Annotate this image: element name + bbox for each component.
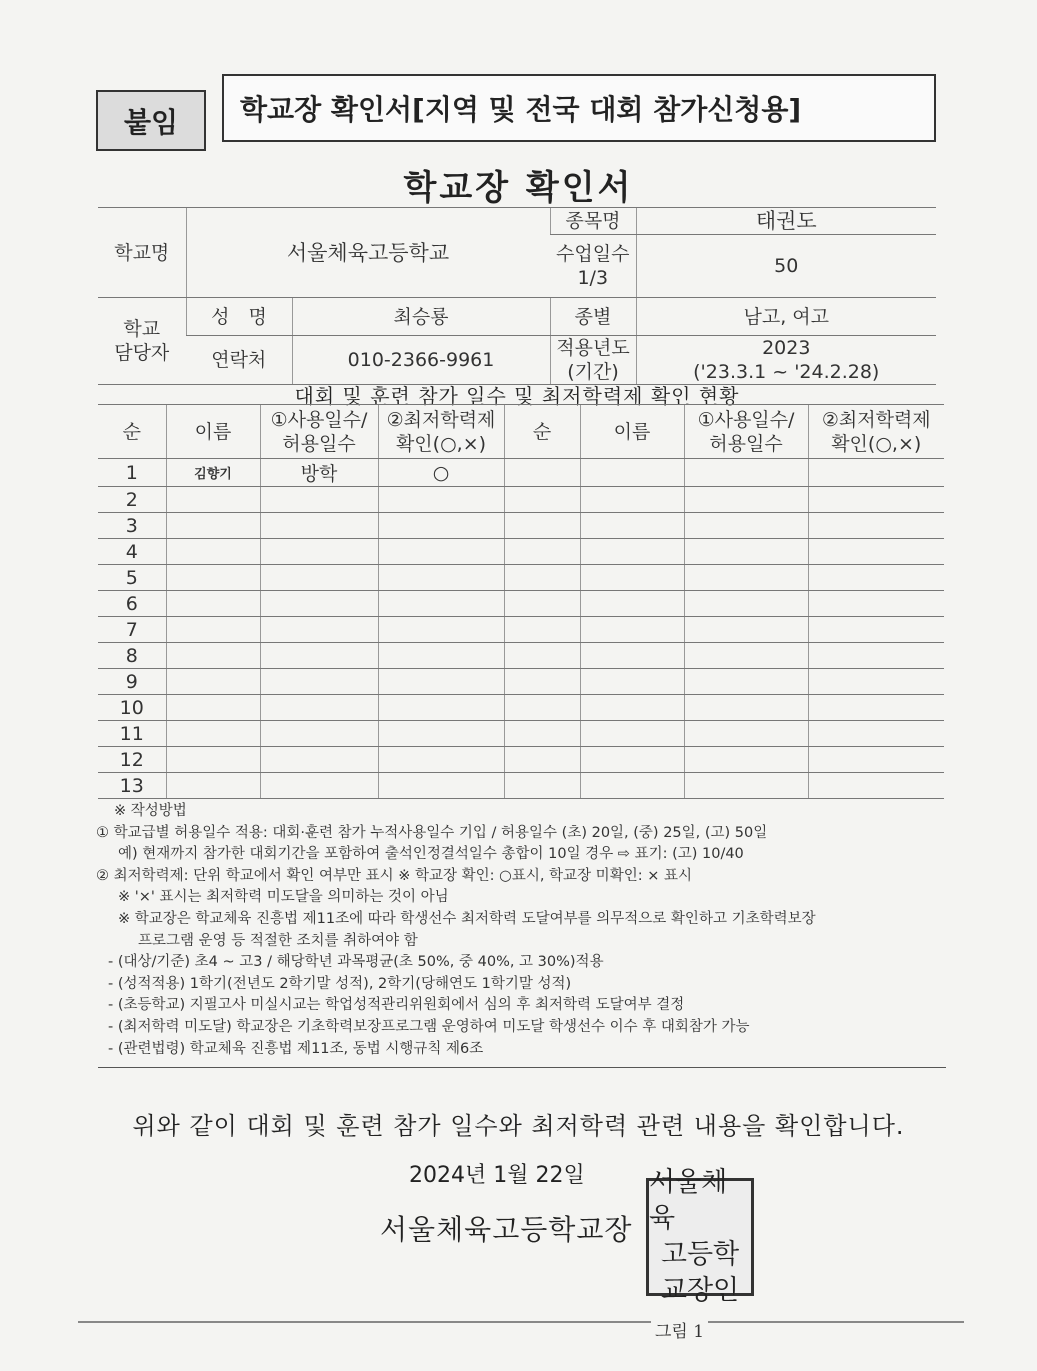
right-min xyxy=(808,459,944,487)
principal-title: 서울체육고등학교장 xyxy=(380,1213,633,1246)
attachment-tag: 붙임 xyxy=(96,90,206,151)
right-days xyxy=(684,487,808,513)
class-days-label xyxy=(550,235,636,298)
guide-target: - (대상/기준) 초4 ~ 고3 / 해당학년 과목평균(초 50%, 중 40%, 고 30%)적용 xyxy=(108,954,604,971)
days-used xyxy=(260,773,378,799)
student-name xyxy=(166,643,260,669)
right-days xyxy=(684,747,808,773)
table-row xyxy=(98,565,944,591)
min-academic-check xyxy=(378,643,504,669)
header-name-right: 이름 xyxy=(580,405,684,459)
table-row xyxy=(98,617,944,643)
right-days xyxy=(684,591,808,617)
header-days-right xyxy=(684,405,808,459)
min-academic-check: ○ xyxy=(378,459,504,487)
manager-name-value: 최승룡 xyxy=(292,298,550,336)
main-title: 학교장 확인서 xyxy=(403,168,634,208)
right-no xyxy=(504,565,580,591)
header-no-right: 순 xyxy=(504,405,580,459)
row-number: 10 xyxy=(98,695,166,721)
table-row xyxy=(98,747,944,773)
seal-line-1: 서울체육 xyxy=(649,1167,728,1234)
days-used xyxy=(260,591,378,617)
official-seal-stamp xyxy=(646,1167,754,1306)
header-min-left xyxy=(378,405,504,459)
header-no-left: 순 xyxy=(98,405,166,459)
row-number: 5 xyxy=(98,565,166,591)
guide-below-minimum: - (최저학력 미도달) 학교장은 기초학력보장프로그램 운영하여 미도달 학생선수 이수 후 대회참가 가능 xyxy=(108,1018,750,1035)
min-academic-check xyxy=(378,669,504,695)
header-min-right-line2: 확인(○,×) xyxy=(831,432,922,455)
guide-item-1-example: 예) 현재까지 참가한 대회기간을 포함하여 출석인정결석일수 총합이 10일 경우 ⇨ 표기: (고) 10/40 xyxy=(118,846,744,863)
right-min xyxy=(808,617,944,643)
right-name xyxy=(580,513,684,539)
right-min xyxy=(808,539,944,565)
right-no xyxy=(504,695,580,721)
right-min xyxy=(808,747,944,773)
row-number: 8 xyxy=(98,643,166,669)
right-days xyxy=(684,695,808,721)
student-name xyxy=(166,617,260,643)
manager-label-line2: 담당자 xyxy=(114,342,170,364)
guide-note-principal-cont: 프로그램 운영 등 적절한 조치를 취하여야 함 xyxy=(138,932,418,949)
right-min xyxy=(808,721,944,747)
days-used xyxy=(260,747,378,773)
student-name xyxy=(166,721,260,747)
student-name xyxy=(166,513,260,539)
header-days-left xyxy=(260,405,378,459)
apply-year-value-line2: ('23.3.1 ~ '24.2.28) xyxy=(693,361,880,383)
days-used xyxy=(260,487,378,513)
right-name xyxy=(580,487,684,513)
guide-item-2: ② 최저학력제: 단위 학교에서 확인 여부만 표시 ※ 학교장 확인: ○표시, 학교장 미확인: × 표시 xyxy=(96,867,692,884)
student-name xyxy=(166,773,260,799)
min-academic-check xyxy=(378,565,504,591)
right-days xyxy=(684,565,808,591)
min-academic-check xyxy=(378,513,504,539)
min-academic-check xyxy=(378,487,504,513)
min-academic-check xyxy=(378,539,504,565)
table-row xyxy=(98,643,944,669)
row-number: 9 xyxy=(98,669,166,695)
row-number: 13 xyxy=(98,773,166,799)
guide-note-principal: ※ 학교장은 학교체육 진흥법 제11조에 따라 학생선수 최저학력 도달여부를 의무적으로 확인하고 기초학력보장 xyxy=(118,910,816,927)
right-no xyxy=(504,643,580,669)
guide-note-x: ※ '×' 표시는 최저학력 미도달을 의미하는 것이 아님 xyxy=(118,889,449,906)
student-name xyxy=(166,591,260,617)
row-number: 12 xyxy=(98,747,166,773)
event-label: 종목명 xyxy=(550,208,636,235)
header-days-left-line2: 허용일수 xyxy=(282,432,356,455)
table-row xyxy=(98,773,944,799)
min-academic-check xyxy=(378,591,504,617)
right-name xyxy=(580,721,684,747)
days-used xyxy=(260,565,378,591)
right-name xyxy=(580,695,684,721)
student-name xyxy=(166,487,260,513)
event-value: 태권도 xyxy=(636,208,936,235)
right-name xyxy=(580,669,684,695)
document-header-title: 학교장 확인서[지역 및 전국 대회 참가신청용] xyxy=(222,74,936,142)
contact-label: 연락처 xyxy=(186,336,292,385)
right-no xyxy=(504,617,580,643)
header-min-left-line2: 확인(○,×) xyxy=(395,432,487,455)
table-header-row xyxy=(98,405,944,459)
right-min xyxy=(808,565,944,591)
table-row xyxy=(98,487,944,513)
header-min-right xyxy=(808,405,944,459)
writing-guide xyxy=(96,801,956,1060)
right-no xyxy=(504,669,580,695)
right-no xyxy=(504,487,580,513)
min-academic-check xyxy=(378,617,504,643)
issue-date: 2024년 1월 22일 xyxy=(409,1163,585,1188)
right-days xyxy=(684,617,808,643)
right-name xyxy=(580,773,684,799)
student-name xyxy=(166,695,260,721)
days-used: 방학 xyxy=(260,459,378,487)
row-number: 2 xyxy=(98,487,166,513)
category-value: 남고, 여고 xyxy=(636,298,936,336)
right-days xyxy=(684,643,808,669)
divider xyxy=(98,1067,946,1068)
apply-year-label-line1: 적용년도 xyxy=(556,337,630,359)
apply-year-value xyxy=(636,336,936,385)
right-no xyxy=(504,513,580,539)
student-name xyxy=(166,747,260,773)
right-min xyxy=(808,669,944,695)
apply-year-value-line1: 2023 xyxy=(762,337,811,359)
days-used xyxy=(260,539,378,565)
right-days xyxy=(684,721,808,747)
bottom-divider xyxy=(78,1321,964,1323)
table-row xyxy=(98,695,944,721)
days-used xyxy=(260,695,378,721)
right-name xyxy=(580,459,684,487)
right-days xyxy=(684,513,808,539)
header-days-right-line1: ①사용일수/ xyxy=(697,408,795,431)
right-name xyxy=(580,617,684,643)
manager-label-line1: 학교 xyxy=(123,318,161,340)
right-name xyxy=(580,565,684,591)
right-name xyxy=(580,643,684,669)
right-min xyxy=(808,591,944,617)
row-number: 1 xyxy=(98,459,166,487)
right-days xyxy=(684,539,808,565)
seal-line-3: 교장인 xyxy=(660,1275,740,1306)
right-days xyxy=(684,459,808,487)
right-no xyxy=(504,591,580,617)
row-number: 11 xyxy=(98,721,166,747)
apply-year-label-line2: (기간) xyxy=(567,361,619,383)
row-number: 3 xyxy=(98,513,166,539)
table-row xyxy=(98,669,944,695)
right-no xyxy=(504,773,580,799)
right-no xyxy=(504,747,580,773)
days-used xyxy=(260,669,378,695)
header-name-left: 이름 xyxy=(166,405,260,459)
right-min xyxy=(808,695,944,721)
class-days-value: 50 xyxy=(636,235,936,298)
student-name xyxy=(166,565,260,591)
seal-line-2: 고등학 xyxy=(660,1239,740,1270)
right-no xyxy=(504,539,580,565)
right-days xyxy=(684,773,808,799)
right-no xyxy=(504,459,580,487)
table-row xyxy=(98,459,944,487)
days-used xyxy=(260,617,378,643)
right-name xyxy=(580,747,684,773)
guide-heading: ※ 작성방법 xyxy=(114,803,187,819)
guide-grades: - (성적적용) 1학기(전년도 2학기말 성적), 2학기(당해연도 1학기말 성적) xyxy=(108,975,572,992)
row-number: 4 xyxy=(98,539,166,565)
right-name xyxy=(580,591,684,617)
min-academic-check xyxy=(378,773,504,799)
days-used xyxy=(260,513,378,539)
row-number: 7 xyxy=(98,617,166,643)
participation-table xyxy=(98,404,944,799)
manager-name-label: 성 명 xyxy=(186,298,292,336)
right-no xyxy=(504,721,580,747)
header-min-right-line1: ②최저학력제 xyxy=(821,408,931,431)
right-min xyxy=(808,513,944,539)
figure-label: 그림 1 xyxy=(651,1317,708,1342)
manager-label xyxy=(98,298,186,385)
contact-value: 010-2366-9961 xyxy=(292,336,550,385)
school-name-value: 서울체육고등학교 xyxy=(186,208,550,298)
header-days-left-line1: ①사용일수/ xyxy=(270,408,368,431)
class-days-label-line1: 수업일수 xyxy=(556,243,630,265)
right-min xyxy=(808,643,944,669)
student-name: 김향기 xyxy=(166,459,260,487)
min-academic-check xyxy=(378,721,504,747)
status-title: 대회 및 훈련 참가 일수 및 최저학력제 확인 현황 xyxy=(294,384,740,408)
guide-item-1: ① 학교급별 허용일수 적용: 대회·훈련 참가 누적사용일수 기입 / 허용일수 (초) 20일, (중) 25일, (고) 50일 xyxy=(96,824,768,841)
guide-elementary: - (초등학교) 지필고사 미실시교는 학업성적관리위원회에서 심의 후 최저학력 도달여부 결정 xyxy=(108,997,685,1014)
student-name xyxy=(166,669,260,695)
guide-laws: - (관련법령) 학교체육 진흥법 제11조, 동법 시행규칙 제6조 xyxy=(108,1040,484,1057)
min-academic-check xyxy=(378,695,504,721)
confirmation-statement: 위와 같이 대회 및 훈련 참가 일수와 최저학력 관련 내용을 확인합니다. xyxy=(132,1112,905,1140)
header-min-left-line1: ②최저학력제 xyxy=(386,408,496,431)
days-used xyxy=(260,721,378,747)
table-row xyxy=(98,721,944,747)
right-days xyxy=(684,669,808,695)
student-name xyxy=(166,539,260,565)
table-row xyxy=(98,513,944,539)
right-min xyxy=(808,487,944,513)
days-used xyxy=(260,643,378,669)
right-name xyxy=(580,539,684,565)
row-number: 6 xyxy=(98,591,166,617)
table-row xyxy=(98,539,944,565)
school-info-table xyxy=(98,207,936,385)
school-name-label: 학교명 xyxy=(98,208,186,298)
category-label: 종별 xyxy=(550,298,636,336)
right-min xyxy=(808,773,944,799)
class-days-label-line2: 1/3 xyxy=(577,267,609,289)
apply-year-label xyxy=(550,336,636,385)
header-days-right-line2: 허용일수 xyxy=(709,432,783,455)
table-row xyxy=(98,591,944,617)
min-academic-check xyxy=(378,747,504,773)
